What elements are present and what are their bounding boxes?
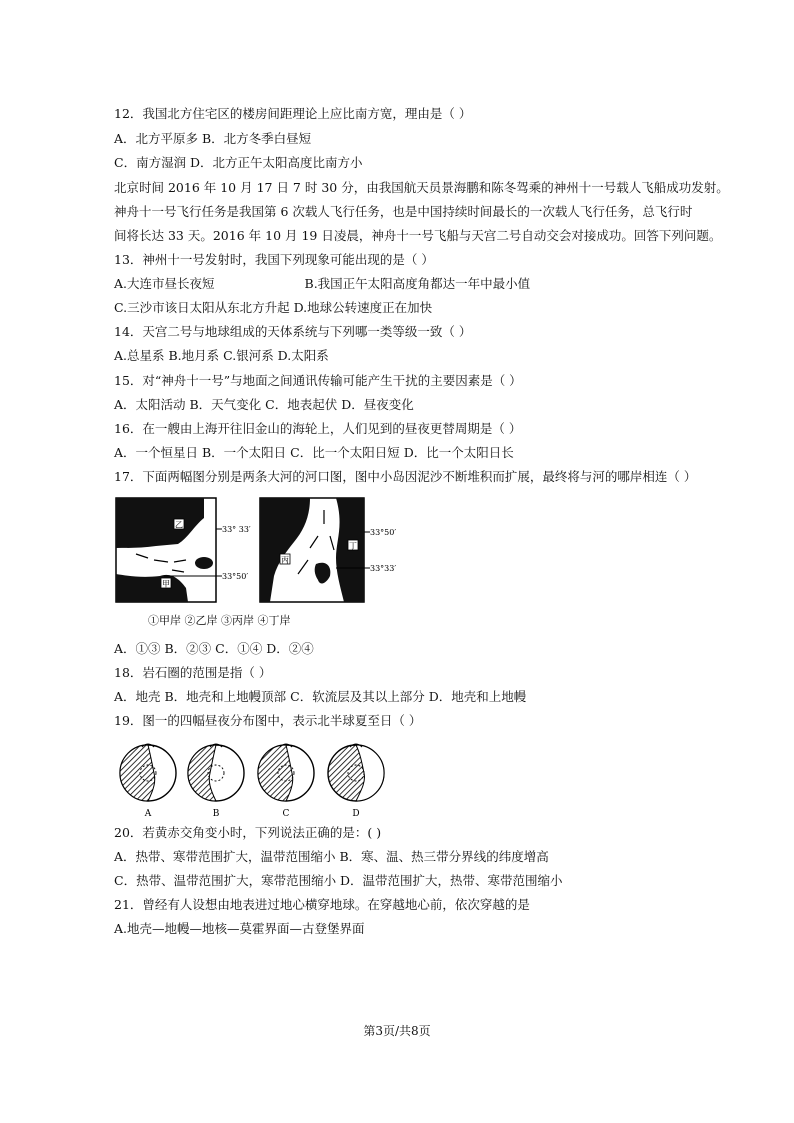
q12-options-1: A．北方平原多 B．北方冬季白昼短: [114, 131, 312, 146]
estuary-map-1: [116, 498, 251, 602]
map1-label-top: 乙: [175, 520, 183, 530]
passage-line-3: 间将长达 33 天。2016 年 10 月 19 日凌晨，神舟十一号飞船与天宫二号自动交会对接成功。回答下列问题。: [114, 228, 722, 243]
passage-line-1: 北京时间 2016 年 10 月 17 日 7 时 30 分，由我国航天员景海鹏和陈冬驾乘的神州十一号载人飞船成功发射。: [114, 180, 729, 195]
q12-stem: 12．我国北方住宅区的楼房间距理论上应比南方宽，理由是（ ）: [114, 106, 472, 121]
q21-option-a: A.地壳—地幔—地核—莫霍界面—古登堡界面: [114, 921, 365, 936]
q21-stem: 21．曾经有人设想由地表进过地心横穿地球。在穿越地心前，依次穿越的是: [114, 897, 530, 912]
passage-line-2: 神舟十一号飞行任务是我国第 6 次载人飞行任务，也是中国持续时间最长的一次载人飞行任务，总飞行时: [114, 204, 693, 219]
map2-lat-bottom: 33°33′: [370, 564, 397, 573]
q15-options: A．太阳活动 B．天气变化 C．地表起伏 D．昼夜变化: [114, 397, 414, 412]
q14-options: A.总星系 B.地月系 C.银河系 D.太阳系: [114, 348, 329, 363]
q13-options-2: C.三沙市该日太阳从东北方升起 D.地球公转速度正在加快: [114, 300, 433, 315]
q13-option-a: A.大连市昼长夜短: [114, 276, 215, 291]
page-number: 第3页/共8页: [363, 1024, 431, 1038]
q19-stem: 19．图一的四幅昼夜分布图中，表示北半球夏至日（ ）: [114, 713, 422, 728]
q13-stem: 13．神州十一号发射时，我国下列现象可能出现的是（ ）: [114, 252, 434, 267]
q17-stem: 17．下面两幅图分别是两条大河的河口图，图中小岛因泥沙不断堆积而扩展，最终将与河的哪岸相连（ ）: [114, 469, 697, 484]
map2-lat-top: 33°50′: [370, 528, 397, 537]
day-night-diagram-a: [120, 744, 176, 819]
map1-lat-bottom: 33°50′: [222, 572, 249, 581]
q16-options: A．一个恒星日 B．一个太阳日 C．比一个太阳日短 D．比一个太阳日长: [114, 445, 514, 460]
q16-stem: 16．在一艘由上海开往旧金山的海轮上，人们见到的昼夜更替周期是（ ）: [114, 421, 522, 436]
q20-stem: 20．若黄赤交角变小时，下列说法正确的是：( ): [114, 825, 382, 840]
map2-label-left: 丙: [281, 555, 289, 565]
q15-stem: 15．对“神舟十一号”与地面之间通讯传输可能产生干扰的主要因素是（ ）: [114, 373, 522, 388]
day-night-diagram-b: [188, 744, 244, 819]
q18-stem: 18．岩石圈的范围是指（ ）: [114, 665, 272, 680]
q18-options: A．地壳 B．地壳和上地幔顶部 C．软流层及其以上部分 D．地壳和上地幔: [114, 689, 527, 704]
diagram-b-label: B: [212, 809, 220, 819]
day-night-diagram-c: [258, 744, 314, 819]
estuary-map-2: [260, 498, 396, 602]
q20-options-2: C．热带、温带范围扩大，寒带范围缩小 D．温带范围扩大，热带、寒带范围缩小: [114, 873, 563, 888]
map1-label-bottom: 甲: [162, 579, 170, 589]
q13-options-1: [114, 276, 530, 292]
q12-options-2: C．南方湿润 D．北方正午太阳高度比南方小: [114, 155, 363, 170]
diagram-d-label: D: [352, 809, 360, 819]
q20-options-1: A．热带、寒带范围扩大，温带范围缩小 B．寒、温、热三带分界线的纬度增高: [114, 849, 549, 864]
day-night-diagram-d: [328, 744, 384, 819]
q19-day-night-figure: [114, 737, 394, 821]
q14-stem: 14．天宫二号与地球组成的天体系统与下列哪一类等级一致（ ）: [114, 324, 472, 339]
diagram-c-label: C: [282, 809, 290, 819]
diagram-a-label: A: [144, 809, 152, 819]
map1-lat-top: 33° 33′: [222, 525, 251, 534]
q17-options: A．①③ B．②③ C．①④ D．②④: [114, 641, 314, 656]
q17-estuary-figure: [114, 496, 404, 632]
q13-option-b: B.我国正午太阳高度角都达一年中最小值: [304, 276, 531, 291]
map2-label-right: 丁: [349, 541, 357, 551]
q17-legend: ①甲岸 ②乙岸 ③丙岸 ④丁岸: [148, 614, 291, 627]
